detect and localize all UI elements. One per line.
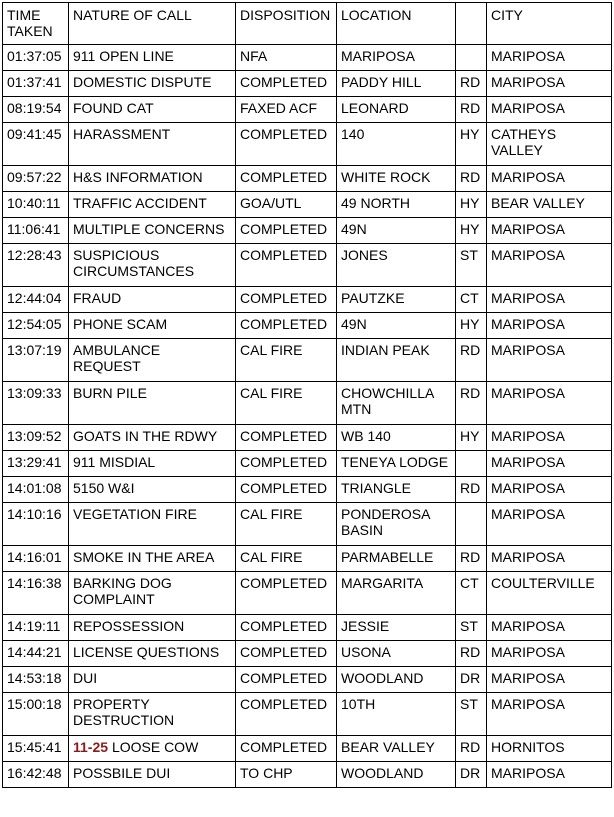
cell-street-suffix: RD: [456, 736, 487, 762]
cell-street-suffix: HY: [456, 192, 487, 218]
cell-location: WOODLAND: [337, 762, 456, 788]
nature-text: SUSPICIOUS CIRCUMSTANCES: [73, 247, 195, 279]
table-row: [3, 71, 612, 97]
header-location: LOCATION: [337, 3, 456, 45]
header-city: CITY: [487, 3, 612, 45]
cell-location: 140: [337, 123, 456, 166]
cell-street-suffix: RD: [456, 641, 487, 667]
cell-location: PONDEROSA BASIN: [337, 503, 456, 546]
cell-location: JONES: [337, 244, 456, 287]
nature-text: REPOSSESSION: [73, 618, 185, 634]
nature-text: SMOKE IN THE AREA: [73, 549, 215, 565]
cell-nature-of-call: [69, 97, 236, 123]
table-row: [3, 762, 612, 788]
table-row: [3, 546, 612, 572]
cell-nature-of-call: [69, 572, 236, 615]
header-time-taken: TIME TAKEN: [3, 3, 69, 45]
cell-location: WHITE ROCK: [337, 166, 456, 192]
cell-street-suffix: DR: [456, 667, 487, 693]
cell-time: 09:41:45: [3, 123, 69, 166]
table-row: [3, 693, 612, 736]
cell-disposition: TO CHP: [236, 762, 337, 788]
cell-nature-of-call: [69, 244, 236, 287]
cell-disposition: COMPLETED: [236, 244, 337, 287]
cell-location: 49N: [337, 313, 456, 339]
cell-street-suffix: [456, 503, 487, 546]
cell-nature-of-call: [69, 287, 236, 313]
cell-location: JESSIE: [337, 615, 456, 641]
table-row: [3, 382, 612, 425]
nature-text: FOUND CAT: [73, 100, 154, 116]
cell-disposition: COMPLETED: [236, 736, 337, 762]
cell-nature-of-call: [69, 736, 236, 762]
nature-text: MULTIPLE CONCERNS: [73, 221, 225, 237]
cell-nature-of-call: [69, 123, 236, 166]
cell-street-suffix: RD: [456, 546, 487, 572]
nature-text: VEGETATION FIRE: [73, 506, 197, 522]
table-row: [3, 287, 612, 313]
cell-street-suffix: RD: [456, 166, 487, 192]
cell-city: MARIPOSA: [487, 477, 612, 503]
cell-disposition: COMPLETED: [236, 615, 337, 641]
cell-location: TENEYA LODGE: [337, 451, 456, 477]
cell-street-suffix: ST: [456, 693, 487, 736]
cell-nature-of-call: [69, 425, 236, 451]
cell-time: 12:54:05: [3, 313, 69, 339]
cell-city: MARIPOSA: [487, 71, 612, 97]
cell-city: MARIPOSA: [487, 339, 612, 382]
cell-nature-of-call: [69, 218, 236, 244]
cell-location: TRIANGLE: [337, 477, 456, 503]
table-row: [3, 45, 612, 71]
cell-nature-of-call: [69, 451, 236, 477]
cell-location: CHOWCHILLA MTN: [337, 382, 456, 425]
cell-nature-of-call: [69, 45, 236, 71]
cell-location: BEAR VALLEY: [337, 736, 456, 762]
cell-city: MARIPOSA: [487, 693, 612, 736]
cell-disposition: COMPLETED: [236, 166, 337, 192]
call-code: 11-25: [73, 739, 109, 755]
cell-nature-of-call: [69, 503, 236, 546]
cell-disposition: COMPLETED: [236, 313, 337, 339]
cell-city: MARIPOSA: [487, 45, 612, 71]
cell-time: 01:37:41: [3, 71, 69, 97]
cell-street-suffix: CT: [456, 572, 487, 615]
cell-disposition: CAL FIRE: [236, 382, 337, 425]
cell-street-suffix: RD: [456, 382, 487, 425]
cell-time: 16:42:48: [3, 762, 69, 788]
cell-time: 14:19:11: [3, 615, 69, 641]
cell-time: 13:29:41: [3, 451, 69, 477]
cell-city: MARIPOSA: [487, 667, 612, 693]
table-row: [3, 97, 612, 123]
cell-time: 13:07:19: [3, 339, 69, 382]
table-row: [3, 339, 612, 382]
cell-time: 14:10:16: [3, 503, 69, 546]
cell-disposition: COMPLETED: [236, 287, 337, 313]
cell-time: 15:00:18: [3, 693, 69, 736]
cell-location: PAUTZKE: [337, 287, 456, 313]
nature-text: DOMESTIC DISPUTE: [73, 74, 212, 90]
cell-nature-of-call: [69, 166, 236, 192]
nature-text: LOOSE COW: [111, 739, 199, 755]
cell-city: MARIPOSA: [487, 615, 612, 641]
cell-city: MARIPOSA: [487, 451, 612, 477]
cell-disposition: COMPLETED: [236, 71, 337, 97]
call-log-table: [2, 2, 612, 788]
table-row: [3, 615, 612, 641]
cell-nature-of-call: [69, 667, 236, 693]
cell-city: MARIPOSA: [487, 546, 612, 572]
header-disposition: DISPOSITION: [236, 3, 337, 45]
nature-text: DUI: [73, 670, 98, 686]
header-row: [3, 3, 612, 45]
cell-nature-of-call: [69, 477, 236, 503]
nature-text: BURN PILE: [73, 385, 147, 401]
cell-location: USONA: [337, 641, 456, 667]
cell-time: 01:37:05: [3, 45, 69, 71]
cell-city: COULTERVILLE: [487, 572, 612, 615]
table-row: [3, 641, 612, 667]
table-row: [3, 572, 612, 615]
cell-time: 09:57:22: [3, 166, 69, 192]
cell-disposition: GOA/UTL: [236, 192, 337, 218]
cell-location: LEONARD: [337, 97, 456, 123]
table-row: [3, 244, 612, 287]
cell-city: MARIPOSA: [487, 244, 612, 287]
cell-disposition: CAL FIRE: [236, 339, 337, 382]
nature-text: BARKING DOG COMPLAINT: [73, 575, 172, 607]
cell-nature-of-call: [69, 762, 236, 788]
cell-city: MARIPOSA: [487, 762, 612, 788]
table-row: [3, 425, 612, 451]
cell-street-suffix: HY: [456, 425, 487, 451]
cell-city: MARIPOSA: [487, 97, 612, 123]
cell-time: 14:44:21: [3, 641, 69, 667]
cell-disposition: COMPLETED: [236, 693, 337, 736]
cell-disposition: COMPLETED: [236, 667, 337, 693]
cell-city: BEAR VALLEY: [487, 192, 612, 218]
cell-city: MARIPOSA: [487, 503, 612, 546]
nature-text: GOATS IN THE RDWY: [73, 428, 218, 444]
cell-disposition: COMPLETED: [236, 123, 337, 166]
cell-nature-of-call: [69, 339, 236, 382]
cell-street-suffix: RD: [456, 97, 487, 123]
cell-city: MARIPOSA: [487, 166, 612, 192]
cell-city: MARIPOSA: [487, 425, 612, 451]
table-row: [3, 477, 612, 503]
cell-location: MARGARITA: [337, 572, 456, 615]
nature-text: PHONE SCAM: [73, 316, 168, 332]
cell-location: MARIPOSA: [337, 45, 456, 71]
cell-street-suffix: [456, 451, 487, 477]
cell-street-suffix: RD: [456, 339, 487, 382]
cell-location: PADDY HILL: [337, 71, 456, 97]
cell-time: 13:09:52: [3, 425, 69, 451]
table-row: [3, 503, 612, 546]
cell-city: MARIPOSA: [487, 382, 612, 425]
cell-time: 15:45:41: [3, 736, 69, 762]
table-row: [3, 192, 612, 218]
cell-city: MARIPOSA: [487, 641, 612, 667]
table-row: [3, 123, 612, 166]
cell-time: 10:40:11: [3, 192, 69, 218]
cell-time: 14:16:38: [3, 572, 69, 615]
cell-disposition: NFA: [236, 45, 337, 71]
table-row: [3, 736, 612, 762]
cell-time: 14:01:08: [3, 477, 69, 503]
nature-text: 911 OPEN LINE: [73, 48, 174, 64]
cell-time: 11:06:41: [3, 218, 69, 244]
cell-location: INDIAN PEAK: [337, 339, 456, 382]
cell-location: 49N: [337, 218, 456, 244]
cell-time: 14:53:18: [3, 667, 69, 693]
cell-street-suffix: RD: [456, 477, 487, 503]
cell-time: 08:19:54: [3, 97, 69, 123]
cell-location: WB 140: [337, 425, 456, 451]
nature-text: 5150 W&I: [73, 480, 135, 496]
cell-nature-of-call: [69, 71, 236, 97]
cell-city: HORNITOS: [487, 736, 612, 762]
cell-disposition: COMPLETED: [236, 477, 337, 503]
table-row: [3, 451, 612, 477]
header-nature-of-call: NATURE OF CALL: [69, 3, 236, 45]
cell-disposition: CAL FIRE: [236, 503, 337, 546]
nature-text: PROPERTY DESTRUCTION: [73, 696, 175, 728]
cell-street-suffix: HY: [456, 218, 487, 244]
nature-text: AMBULANCE REQUEST: [73, 342, 161, 374]
cell-nature-of-call: [69, 313, 236, 339]
header-suffix: [456, 3, 487, 45]
nature-text: H&S INFORMATION: [73, 169, 203, 185]
cell-city: MARIPOSA: [487, 287, 612, 313]
cell-nature-of-call: [69, 382, 236, 425]
cell-time: 14:16:01: [3, 546, 69, 572]
nature-text: POSSBILE DUI: [73, 765, 171, 781]
cell-nature-of-call: [69, 615, 236, 641]
cell-city: MARIPOSA: [487, 313, 612, 339]
cell-time: 13:09:33: [3, 382, 69, 425]
nature-text: LICENSE QUESTIONS: [73, 644, 220, 660]
cell-street-suffix: CT: [456, 287, 487, 313]
nature-text: FRAUD: [73, 290, 122, 306]
cell-street-suffix: HY: [456, 313, 487, 339]
cell-street-suffix: ST: [456, 244, 487, 287]
table-row: [3, 166, 612, 192]
cell-street-suffix: HY: [456, 123, 487, 166]
nature-text: 911 MISDIAL: [73, 454, 156, 470]
cell-nature-of-call: [69, 192, 236, 218]
cell-street-suffix: ST: [456, 615, 487, 641]
cell-disposition: COMPLETED: [236, 572, 337, 615]
table-row: [3, 667, 612, 693]
cell-location: 49 NORTH: [337, 192, 456, 218]
cell-nature-of-call: [69, 546, 236, 572]
cell-street-suffix: RD: [456, 71, 487, 97]
cell-city: MARIPOSA: [487, 218, 612, 244]
table-row: [3, 218, 612, 244]
cell-city: CATHEYS VALLEY: [487, 123, 612, 166]
cell-street-suffix: DR: [456, 762, 487, 788]
cell-location: WOODLAND: [337, 667, 456, 693]
nature-text: TRAFFIC ACCIDENT: [73, 195, 207, 211]
cell-time: 12:28:43: [3, 244, 69, 287]
cell-nature-of-call: [69, 693, 236, 736]
call-log-body: [3, 45, 612, 788]
cell-disposition: COMPLETED: [236, 425, 337, 451]
cell-location: 10TH: [337, 693, 456, 736]
cell-street-suffix: [456, 45, 487, 71]
nature-text: HARASSMENT: [73, 126, 171, 142]
cell-time: 12:44:04: [3, 287, 69, 313]
cell-disposition: CAL FIRE: [236, 546, 337, 572]
cell-location: PARMABELLE: [337, 546, 456, 572]
cell-disposition: COMPLETED: [236, 218, 337, 244]
cell-nature-of-call: [69, 641, 236, 667]
cell-disposition: COMPLETED: [236, 451, 337, 477]
cell-disposition: FAXED ACF: [236, 97, 337, 123]
cell-disposition: COMPLETED: [236, 641, 337, 667]
table-row: [3, 313, 612, 339]
